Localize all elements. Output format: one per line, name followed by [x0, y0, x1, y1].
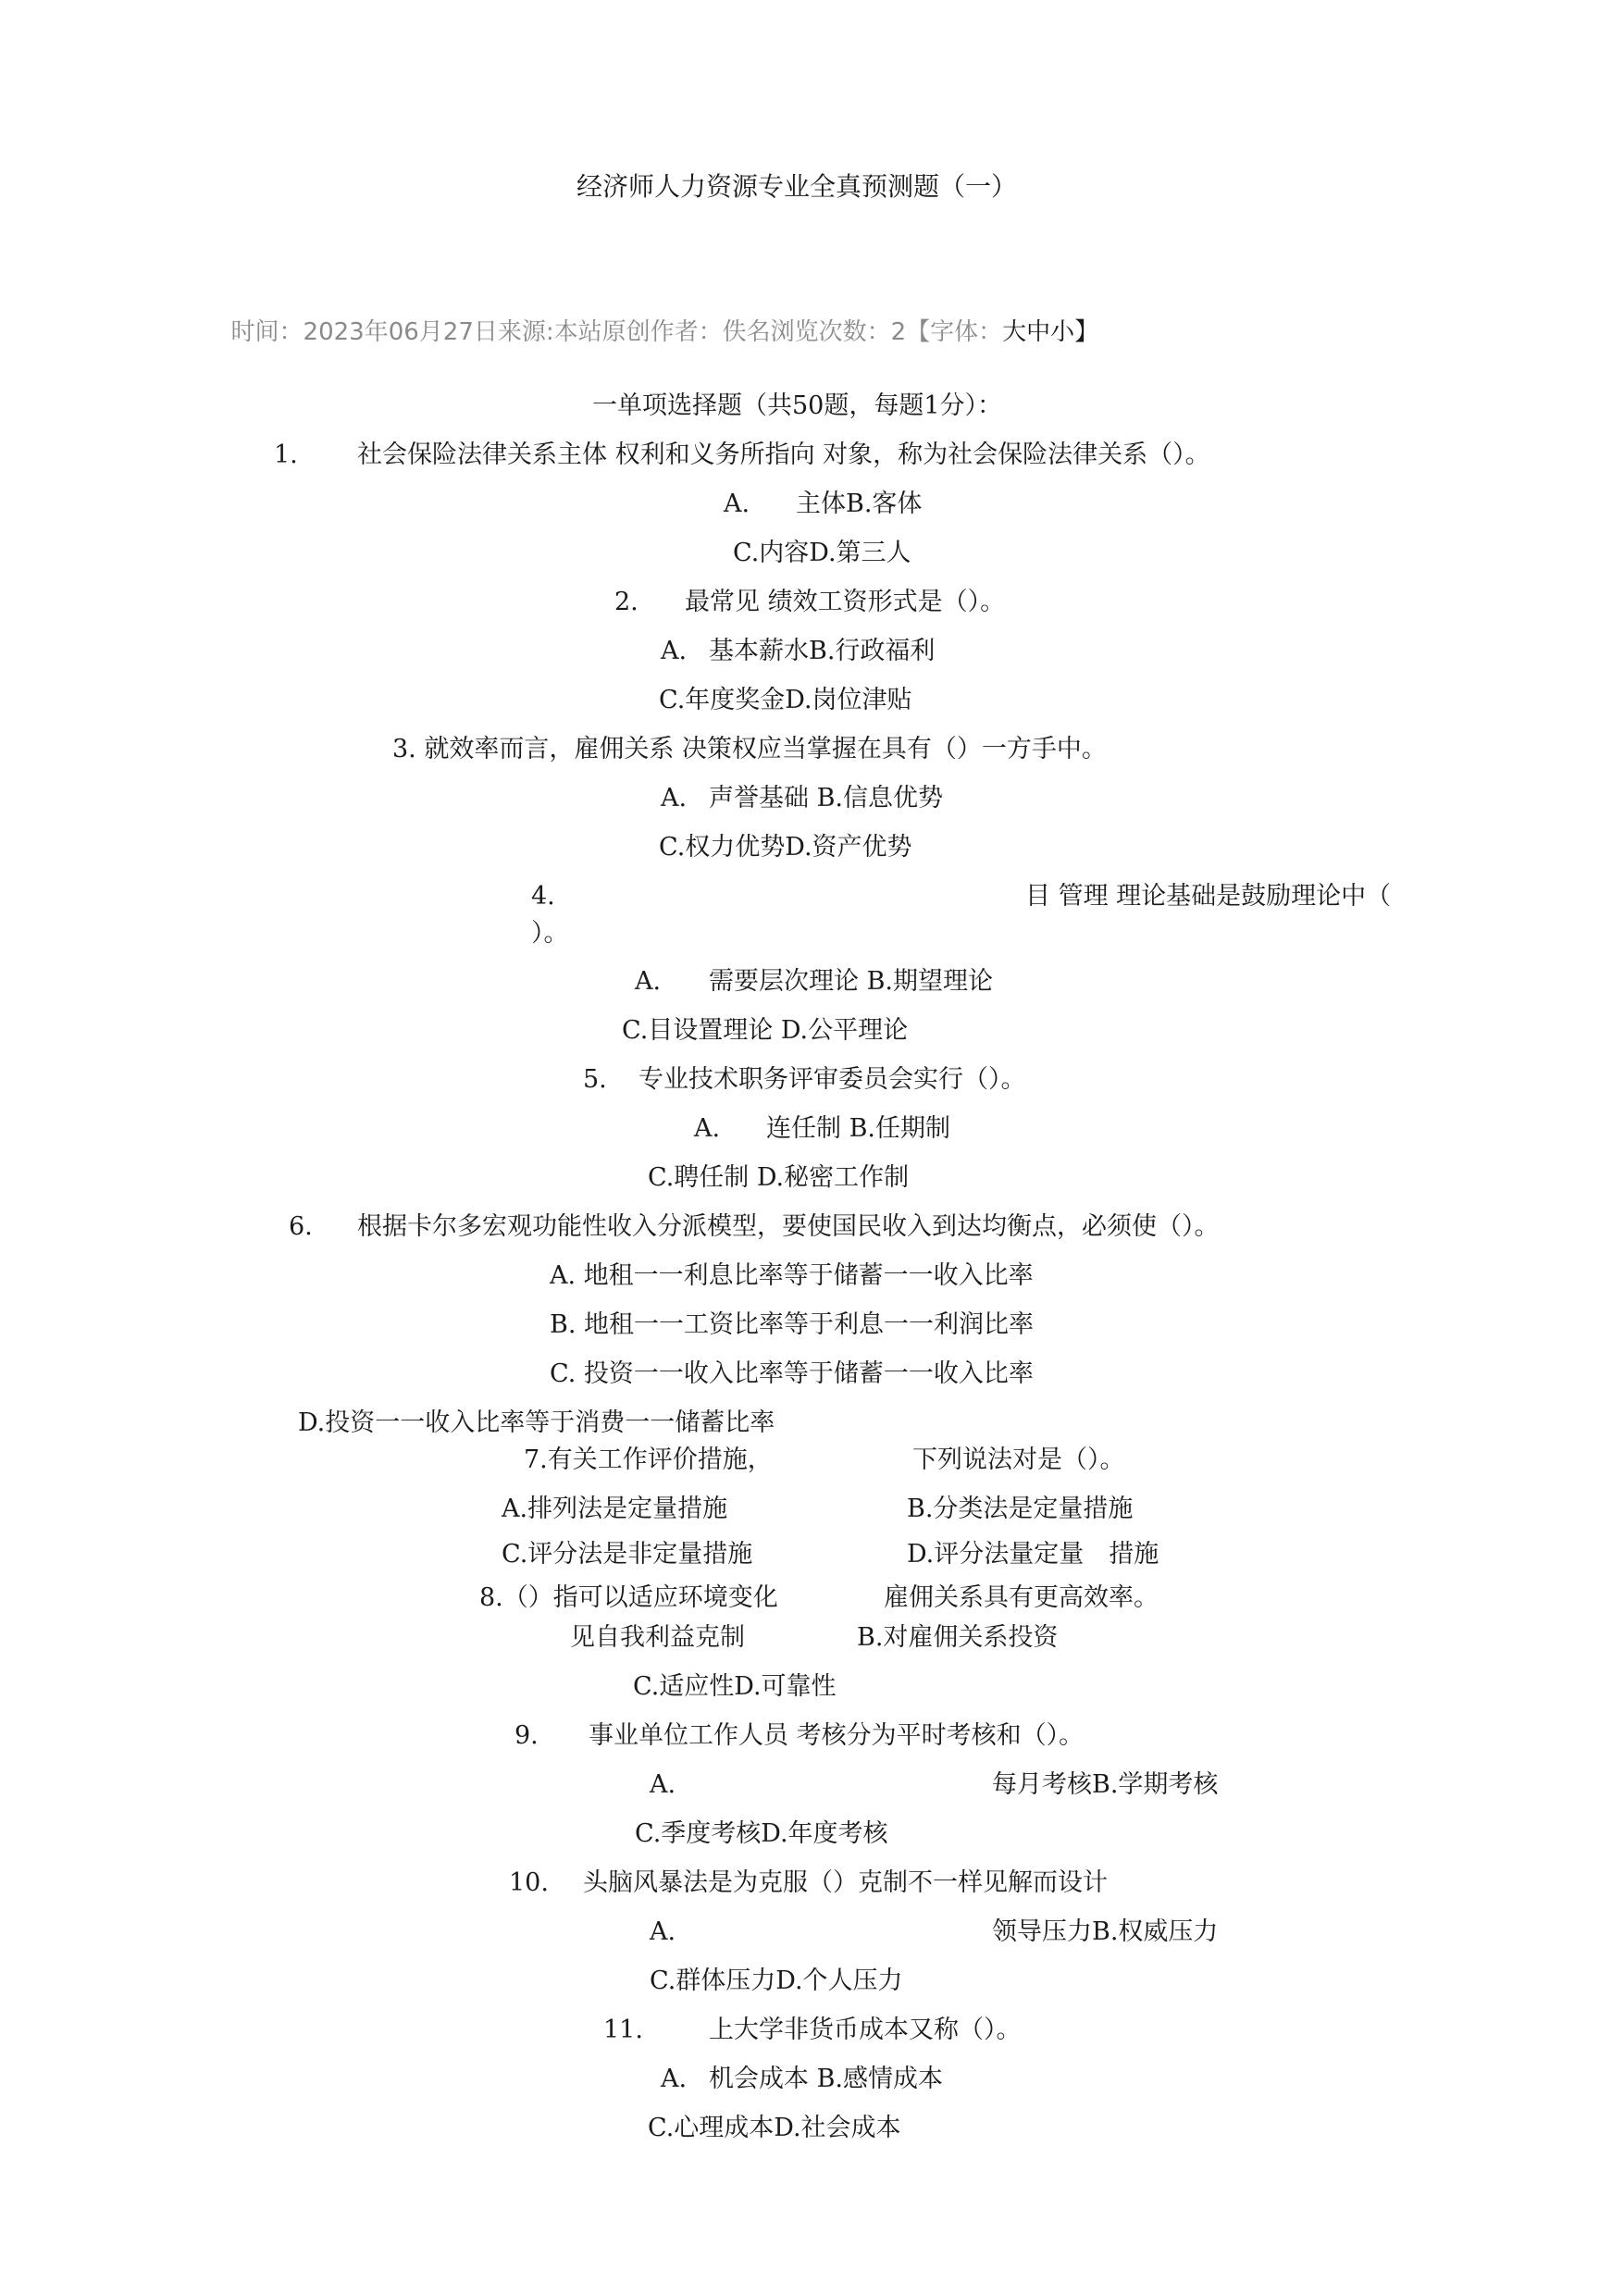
question-text-right: 雇佣关系具有更高效率。 [884, 1583, 1159, 1612]
option-b: B. 地租一一工资比率等于利息一一利润比率 [550, 1310, 1035, 1339]
options-ab: 需要层次理论 B.期望理论 [709, 967, 994, 996]
question-text-right: 下列说法对是（）。 [912, 1445, 1125, 1474]
question-number: 10. [509, 1868, 549, 1897]
question-text-continued: ）。 [531, 919, 569, 948]
option-a: A. 地租一一利息比率等于储蓄一一收入比率 [550, 1261, 1034, 1290]
question-text: 上大学非货币成本又称（）。 [709, 2016, 1022, 2044]
option-b: B.分类法是定量措施 [907, 1495, 1134, 1523]
question-text: 目 管理 理论基础是鼓励理论中（ [1025, 882, 1392, 911]
meta-info: 时间：2023年06月27日来源:本站原创作者：佚名浏览次数：2【字体： [230, 318, 1003, 346]
option-c: C. 投资一一收入比率等于储蓄一一收入比率 [550, 1359, 1034, 1388]
options-ab: 基本薪水B.行政福利 [709, 637, 936, 665]
option-letter: A. [650, 1917, 676, 1946]
question-text: 最常见 绩效工资形式是（）。 [685, 588, 1006, 616]
options-cd: C.群体压力D.个人压力 [650, 1966, 903, 1995]
option-letter: A. [661, 784, 688, 813]
options-ab: 每月考核B.学期考核 [992, 1770, 1219, 1799]
options-ab: 领导压力B.权威压力 [992, 1917, 1219, 1946]
option-d: D.投资一一收入比率等于消费一一储蓄比率 [298, 1408, 775, 1437]
question-text: 7.有关工作评价措施， [524, 1445, 773, 1474]
option-c: C.评分法是非定量措施 [502, 1540, 753, 1569]
question-number: 5. [583, 1065, 607, 1094]
question-number: 11. [603, 2016, 643, 2044]
option-letter: A. [650, 1770, 676, 1799]
options-cd: C.权力优势D.资产优势 [659, 833, 912, 862]
question-text: 8.（）指可以适应环境变化 [479, 1583, 778, 1612]
question-text: 根据卡尔多宏观功能性收入分派模型，要使国民收入到达均衡点，必须使（）。 [357, 1212, 1220, 1241]
option-a: A.排列法是定量措施 [502, 1495, 728, 1523]
option-letter: A. [694, 1114, 721, 1143]
question-number: 6. [289, 1212, 313, 1241]
option-d: D.评分法量定量 措施 [907, 1540, 1159, 1569]
article-meta [216, 296, 1098, 344]
options-ab: 主体B.客体 [796, 490, 923, 518]
option-letter: A. [661, 2065, 688, 2093]
question-number: 9. [514, 1721, 539, 1750]
options-cd: C.适应性D.可靠性 [633, 1672, 837, 1701]
options-cd: C.年度奖金D.岗位津贴 [659, 686, 912, 714]
question-text: 3. 就效率而言，雇佣关系 决策权应当掌握在具有（）一方手中。 [392, 735, 1107, 763]
options-cd: C.季度考核D.年度考核 [635, 1819, 888, 1848]
font-size-options[interactable]: 大中小 [1002, 318, 1075, 346]
options-cd: C.目设置理论 D.公平理论 [622, 1016, 909, 1045]
options-cd: C.聘任制 D.秘密工作制 [648, 1163, 910, 1192]
question-text: 事业单位工作人员 考核分为平时考核和（）。 [589, 1721, 1085, 1750]
options-cd: C.心理成本D.社会成本 [648, 2114, 901, 2142]
options-ab: 机会成本 B.感情成本 [709, 2065, 944, 2093]
option-b: B.对雇佣关系投资 [857, 1623, 1059, 1652]
question-number: 4. [531, 882, 555, 911]
question-number: 2. [614, 588, 638, 616]
option-letter: A. [661, 637, 688, 665]
option-letter: A. [635, 967, 662, 996]
section-heading: 一单项选择题（共50题，每题1分）： [592, 391, 1003, 420]
options-ab: 声誉基础 B.信息优势 [709, 784, 944, 813]
question-text: 社会保险法律关系主体 权利和义务所指向 对象，称为社会保险法律关系（）。 [357, 440, 1210, 469]
question-text: 专业技术职务评审委员会实行（）。 [638, 1065, 1026, 1094]
option-a: 见自我利益克制 [570, 1623, 745, 1652]
option-letter: A. [724, 490, 750, 518]
options-ab: 连任制 B.任期制 [766, 1114, 951, 1143]
question-number: 1. [274, 440, 298, 469]
page-title: 经济师人力资源专业全真预测题（一） [576, 171, 1018, 202]
meta-bracket: 】 [1074, 318, 1099, 346]
options-cd: C.内容D.第三人 [733, 539, 911, 567]
question-text: 头脑风暴法是为克服（）克制不一样见解而设计 [583, 1868, 1108, 1897]
